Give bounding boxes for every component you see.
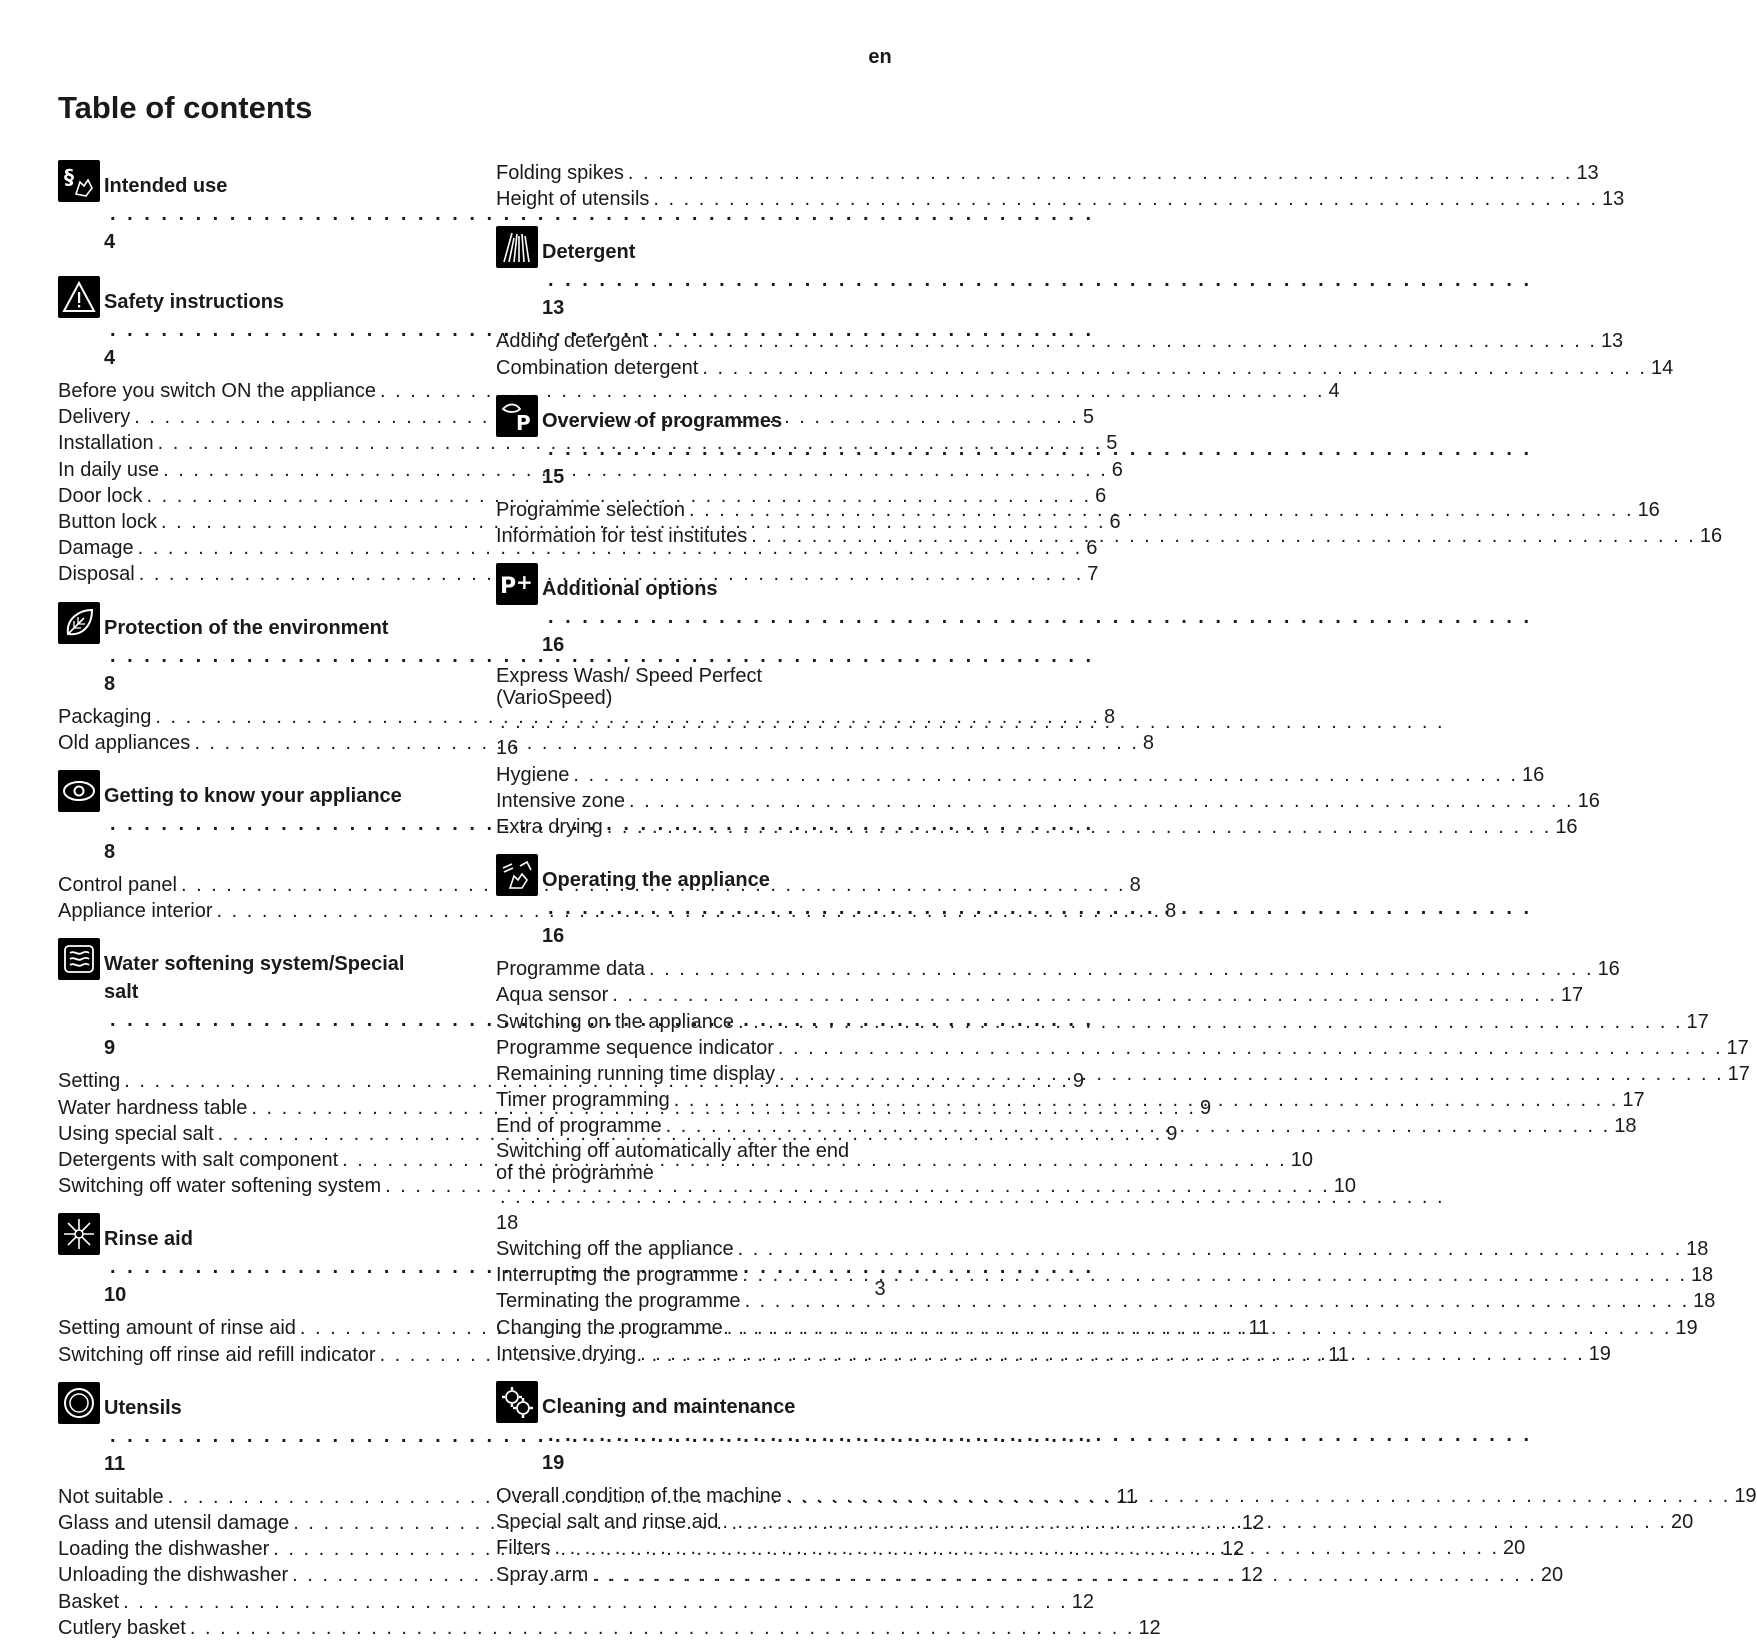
toc-section-header[interactable]: [58, 1382, 451, 1478]
dot-leader: [649, 956, 1594, 982]
toc-entry-page: 10: [1333, 1175, 1356, 1198]
dot-leader: [629, 788, 1574, 814]
toc-entry[interactable]: [58, 561, 1099, 587]
toc-entry-page: 10: [1290, 1149, 1313, 1172]
spacer: [58, 262, 451, 276]
dot-leader: [548, 1421, 1532, 1449]
toc-section-header[interactable]: [58, 1213, 451, 1309]
toc-entry-label: Express Wash/ Speed Perfect: [496, 665, 763, 688]
dot-leader: [786, 1483, 1731, 1509]
toc-entry-page: 6: [1111, 458, 1123, 481]
toc-entry-label: Using special salt: [58, 1122, 214, 1145]
toc-entry-list: [496, 665, 1600, 840]
toc-section-title: [542, 1381, 1538, 1477]
toc-entry-label: Loading the dishwasher: [58, 1538, 270, 1561]
toc-entry-label: Not suitable: [58, 1485, 164, 1508]
toc-section-page: 10: [104, 1284, 127, 1307]
toc-entry-label: Hygiene: [496, 763, 570, 786]
toc-entry[interactable]: [496, 1009, 1709, 1035]
toc-entry[interactable]: [58, 1615, 1161, 1641]
toc-section: [496, 563, 1600, 840]
toc-section-title: [542, 226, 1538, 322]
toc-entry-page: 12: [1221, 1538, 1245, 1561]
sparkle-icon: [58, 1213, 100, 1255]
toc-section-page: 15: [542, 465, 565, 488]
toc-entry[interactable]: [58, 430, 1118, 456]
toc-entry[interactable]: [496, 1061, 1750, 1087]
toc-entry-page: 16: [1577, 789, 1600, 812]
dot-leader: [653, 186, 1598, 212]
toc-entry-page: 19: [1734, 1485, 1757, 1508]
toc-entry-label: Terminating the programme: [496, 1290, 741, 1313]
toc-entry-page: 4: [1328, 380, 1340, 402]
toc-entry-page: 18: [1686, 1238, 1709, 1261]
toc-entry-label: Special salt and rinse aid: [496, 1511, 719, 1534]
dot-leader: [592, 1562, 1537, 1588]
toc-entry-label: Adding detergent: [496, 330, 649, 353]
dot-leader: [778, 1035, 1723, 1061]
toc-entry-label: of the programme: [496, 1161, 654, 1184]
toc-section-page: 9: [104, 1037, 116, 1060]
dot-leader: [628, 160, 1573, 186]
toc-entry-label: Before you switch ON the appliance: [58, 380, 376, 402]
toc-entry-label: Programme sequence indicator: [496, 1036, 774, 1059]
toc-section-page: 16: [542, 925, 565, 948]
toc-entry-page: 17: [1726, 1036, 1749, 1059]
toc-entry-label: Aqua sensor: [496, 984, 609, 1007]
toc-entry-label: Unloading the dishwasher: [58, 1564, 289, 1587]
toc-section: [58, 160, 451, 256]
leaf-icon: [58, 602, 100, 644]
toc-entry-label: In daily use: [58, 458, 160, 481]
toc-entry-label: Changing the programme: [496, 1316, 723, 1339]
toc-entry-page: 11: [1116, 1485, 1137, 1508]
toc-section-header[interactable]: [58, 938, 451, 1062]
gears-icon: [496, 1381, 538, 1423]
p-plus-icon: [496, 563, 538, 605]
toc-entry-label: Spray arm: [496, 1563, 589, 1586]
toc-section-page: 13: [542, 297, 565, 320]
toc-entry[interactable]: [496, 1140, 889, 1236]
toc-entry-label: Intensive zone: [496, 789, 625, 812]
toc-entry-label: Delivery: [58, 406, 131, 429]
dot-leader: [612, 982, 1557, 1008]
toc-entry-label: Installation: [58, 432, 154, 455]
toc-section-label: Overview of programmes: [542, 409, 783, 432]
toc-entry-label: Overall condition of the machine: [496, 1485, 782, 1508]
toc-section-header[interactable]: [58, 770, 451, 866]
toc-entry-page: 17: [1622, 1089, 1645, 1112]
toc-section: [496, 226, 1674, 380]
toc-entry-label: Door lock: [58, 484, 143, 507]
toc-entry-page: 16: [1699, 525, 1723, 548]
toc-section-label: Cleaning and maintenance: [542, 1396, 796, 1419]
toc-section-header[interactable]: [58, 160, 451, 256]
toc-entry-label: Remaining running time display: [496, 1063, 776, 1086]
toc-entry-label: Filters: [496, 1537, 551, 1560]
toc-entry[interactable]: [496, 814, 1578, 840]
toc-entry[interactable]: [58, 704, 1116, 730]
toc-section-label: Additional options: [542, 578, 718, 601]
toc-entry-page: 13: [1602, 188, 1625, 211]
toc-entry-page: 6: [1086, 537, 1098, 560]
dot-leader: [548, 266, 1532, 294]
toc-entry-page: 19: [1675, 1316, 1698, 1339]
toc-entry-label: Programme data: [496, 958, 645, 981]
toc-entry-page: 12: [1071, 1590, 1094, 1613]
toc-entry-page: 11: [1328, 1343, 1349, 1366]
dot-leader: [500, 1184, 1445, 1210]
toc-section-header[interactable]: [496, 1381, 889, 1477]
dot-leader: [727, 1315, 1672, 1341]
toc-entry-page: 8: [1104, 705, 1116, 728]
toc-entry-label: Old appliances: [58, 731, 191, 754]
svg-text:P: P: [500, 574, 517, 600]
toc-section-label: Intended use: [104, 175, 228, 197]
toc-entry-list: [496, 160, 1625, 212]
toc-entry-page: 17: [1686, 1010, 1709, 1033]
toc-entry-label: Water hardness table: [58, 1096, 248, 1119]
toc-entry-label: Packaging: [58, 705, 152, 728]
toc-entry-label: Height of utensils: [496, 188, 650, 211]
toc-section-header[interactable]: [496, 563, 889, 659]
spacer: [496, 1367, 889, 1381]
spacer: [58, 756, 451, 770]
toc-entry-label: Cutlery basket: [58, 1616, 186, 1639]
toc-entry-page: 18: [1614, 1115, 1637, 1138]
toc-entry[interactable]: [496, 665, 889, 761]
toc-section-title: [542, 563, 1538, 659]
toc-section-label: Utensils: [104, 1396, 182, 1419]
paragraph-hand-icon: [58, 160, 100, 202]
toc-section-label: Operating the appliance: [542, 869, 770, 892]
toc-entry-page: 18: [1693, 1290, 1716, 1313]
toc-entry[interactable]: [58, 1173, 1356, 1199]
toc-entry-label: (VarioSpeed): [496, 687, 613, 710]
toc-entry-page: 16: [1597, 958, 1620, 981]
toc-entry[interactable]: [496, 186, 1625, 212]
toc-entry-page: 8: [1142, 731, 1155, 754]
toc-section-label: Getting to know your appliance: [104, 785, 402, 808]
toc-entry-page: 8: [1129, 874, 1141, 897]
toc-entry[interactable]: [496, 523, 1723, 549]
toc-entry-page: 5: [1106, 432, 1118, 455]
toc-entry-page: 16: [1555, 816, 1578, 839]
toc-entry-page: 20: [1540, 1563, 1564, 1586]
toc-section-title: [542, 854, 1538, 950]
toc-entry-page: 18: [1690, 1264, 1714, 1287]
toc-entry-page: 7: [1087, 563, 1099, 586]
spacer: [496, 840, 889, 854]
toc-entry-page: 19: [1588, 1342, 1611, 1365]
toc-entry-label: Switching on the appliance: [496, 1010, 734, 1033]
toc-entry-label: Button lock: [58, 511, 157, 534]
toc-section-header[interactable]: [496, 395, 889, 491]
toc-entry-label: Intensive drying: [496, 1342, 637, 1365]
toc-entry-page: 8: [1165, 900, 1177, 923]
svg-text:+: +: [516, 570, 533, 595]
toc-entry-label: Disposal: [58, 563, 135, 586]
toc-entry-page: 9: [1199, 1096, 1212, 1119]
toc-section-page: 8: [104, 841, 116, 864]
toc-entry-label: Basket: [58, 1590, 120, 1613]
toc-entry[interactable]: [58, 1589, 1094, 1615]
spacer: [496, 381, 889, 395]
toc-entry-page: 6: [1109, 511, 1121, 534]
toc-section-header[interactable]: [496, 854, 889, 950]
toc-section-page: 16: [542, 634, 565, 657]
toc-entry-page: 16: [496, 737, 519, 760]
toc-entry[interactable]: [496, 982, 1584, 1008]
plate-icon: [58, 1382, 100, 1424]
spacer: [58, 1368, 451, 1382]
dot-leader: [500, 709, 1445, 735]
spacer: [58, 1199, 451, 1213]
toc-entry-label: Folding spikes: [496, 162, 624, 184]
svg-text:P: P: [516, 410, 531, 435]
dot-leader: [123, 1589, 1068, 1615]
spacer: [58, 924, 451, 938]
dot-leader: [689, 497, 1634, 523]
toc-section-label: salt: [104, 981, 139, 1004]
toc-section-header[interactable]: [58, 602, 451, 698]
toc-entry[interactable]: [58, 378, 1340, 404]
toc-entry-page: 16: [1637, 498, 1660, 521]
toc-entry-label: Glass and utensil damage: [58, 1512, 290, 1535]
spacer: [496, 212, 889, 226]
dot-leader: [666, 1113, 1611, 1139]
page-number: 3: [874, 1278, 886, 1300]
dot-leader: [548, 894, 1532, 922]
toc-entry[interactable]: [496, 160, 1599, 186]
toc-entry-label: End of programme: [496, 1115, 662, 1138]
toc-entry-page: 17: [1560, 984, 1584, 1007]
toc-section: [496, 395, 1723, 549]
toc-entry-label: Information for test institutes: [496, 525, 748, 548]
toc-entry-page: 9: [1166, 1122, 1178, 1145]
toc-entry[interactable]: [496, 788, 1600, 814]
toc-entry-label: Timer programming: [496, 1089, 670, 1112]
toc-entry[interactable]: [496, 1236, 1709, 1262]
detergent-icon: [496, 226, 538, 268]
dot-leader: [190, 1615, 1135, 1641]
toc-entry[interactable]: [496, 355, 1674, 381]
toc-section-page: 4: [104, 347, 116, 369]
dot-leader: [607, 814, 1552, 840]
toc-entry[interactable]: [496, 1087, 1645, 1113]
dot-leader: [738, 1009, 1683, 1035]
toc-entry[interactable]: [496, 762, 1545, 788]
toc-entry-label: Control panel: [58, 874, 177, 897]
toc-section-page: 4: [104, 231, 116, 253]
toc-entry-label: Setting amount of rinse aid: [58, 1317, 296, 1340]
toc-entry[interactable]: [496, 1035, 1749, 1061]
toc-entry-page: 14: [1650, 356, 1674, 379]
eye-icon: [58, 770, 100, 812]
toc-entry-label: Detergents with salt component: [58, 1149, 339, 1172]
hand-operate-icon: [496, 854, 538, 896]
toc-section-page: 8: [104, 672, 116, 695]
dot-leader: [738, 1236, 1683, 1262]
toc-entry[interactable]: [496, 1113, 1637, 1139]
toc-entry-page: 13: [1600, 330, 1624, 353]
toc-entry-page: 13: [1576, 162, 1599, 184]
toc-section-label: Water softening system/Special: [104, 953, 405, 976]
dot-leader: [573, 762, 1518, 788]
dot-leader: [674, 1087, 1619, 1113]
toc-entry-page: 16: [1521, 763, 1545, 786]
toc-entry-page: 5: [1082, 406, 1094, 429]
spacer: [496, 549, 889, 563]
toc-entry-page: 12: [1138, 1616, 1161, 1639]
dot-leader: [640, 1341, 1585, 1367]
toc-entry-label: Programme selection: [496, 498, 685, 521]
toc-entry[interactable]: [496, 1288, 1716, 1314]
toc-section-label: Detergent: [542, 241, 636, 264]
toc-section-label: Protection of the environment: [104, 616, 389, 639]
toc-entry[interactable]: [496, 956, 1620, 982]
toc-entry-page: 17: [1727, 1063, 1750, 1086]
toc-entry[interactable]: [496, 1262, 1714, 1288]
toc-entry-page: 6: [1095, 484, 1107, 507]
toc-entry[interactable]: [496, 328, 1624, 354]
dot-leader: [722, 1509, 1667, 1535]
toc-entry-page: 11: [1248, 1317, 1270, 1340]
language-label: en: [868, 46, 892, 68]
toc-entry-page: 9: [1072, 1070, 1084, 1093]
toc-entry-page: 18: [496, 1211, 519, 1234]
toc-entry-page: 20: [1503, 1537, 1526, 1560]
toc-section-header[interactable]: [58, 276, 451, 372]
programme-icon: [496, 395, 538, 437]
toc-entry-label: Appliance interior: [58, 900, 213, 923]
dot-leader: [702, 355, 1647, 381]
toc-entry-label: Switching off water softening system: [58, 1175, 382, 1198]
warning-triangle-icon: [58, 276, 100, 318]
dot-leader: [652, 328, 1597, 354]
toc-section-header[interactable]: [496, 226, 889, 322]
toc-entry-page: 12: [1241, 1512, 1265, 1535]
toc-entry[interactable]: [496, 497, 1660, 523]
toc-entry-list: [496, 328, 1674, 380]
toc-entry-label: Switching off the appliance: [496, 1238, 734, 1261]
toc-entry[interactable]: [58, 898, 1177, 924]
svg-text:§: §: [64, 165, 74, 189]
toc-entry-label: Extra drying: [496, 816, 603, 839]
dot-leader: [779, 1061, 1724, 1087]
dot-leader: [751, 523, 1696, 549]
toc-section-title: [542, 395, 1538, 491]
toc-entry[interactable]: [58, 483, 1107, 509]
water-softening-icon: [58, 938, 100, 980]
toc-entry-label: Switching off automatically after the end: [496, 1139, 850, 1162]
toc-entry-label: Switching off rinse aid refill indicator: [58, 1343, 376, 1366]
dot-leader: [554, 1535, 1499, 1561]
dot-leader: [548, 435, 1532, 463]
toc-entry-page: 12: [1240, 1564, 1263, 1587]
toc-section-page: 19: [542, 1452, 565, 1475]
toc-section-label: Safety instructions: [104, 291, 285, 313]
toc-section-page: 11: [104, 1452, 126, 1475]
toc-entry-label: Setting: [58, 1070, 121, 1093]
toc-entry-list: [496, 497, 1723, 549]
toc-section-label: Rinse aid: [104, 1228, 193, 1251]
dot-leader: [548, 603, 1532, 631]
spacer: [58, 588, 451, 602]
toc-entry-label: Combination detergent: [496, 356, 699, 379]
toc-entry-label: Damage: [58, 537, 134, 560]
toc-entry-label: Interrupting the programme: [496, 1264, 739, 1287]
toc-entry-page: 20: [1670, 1511, 1694, 1534]
page-title: Table of contents: [58, 90, 313, 125]
